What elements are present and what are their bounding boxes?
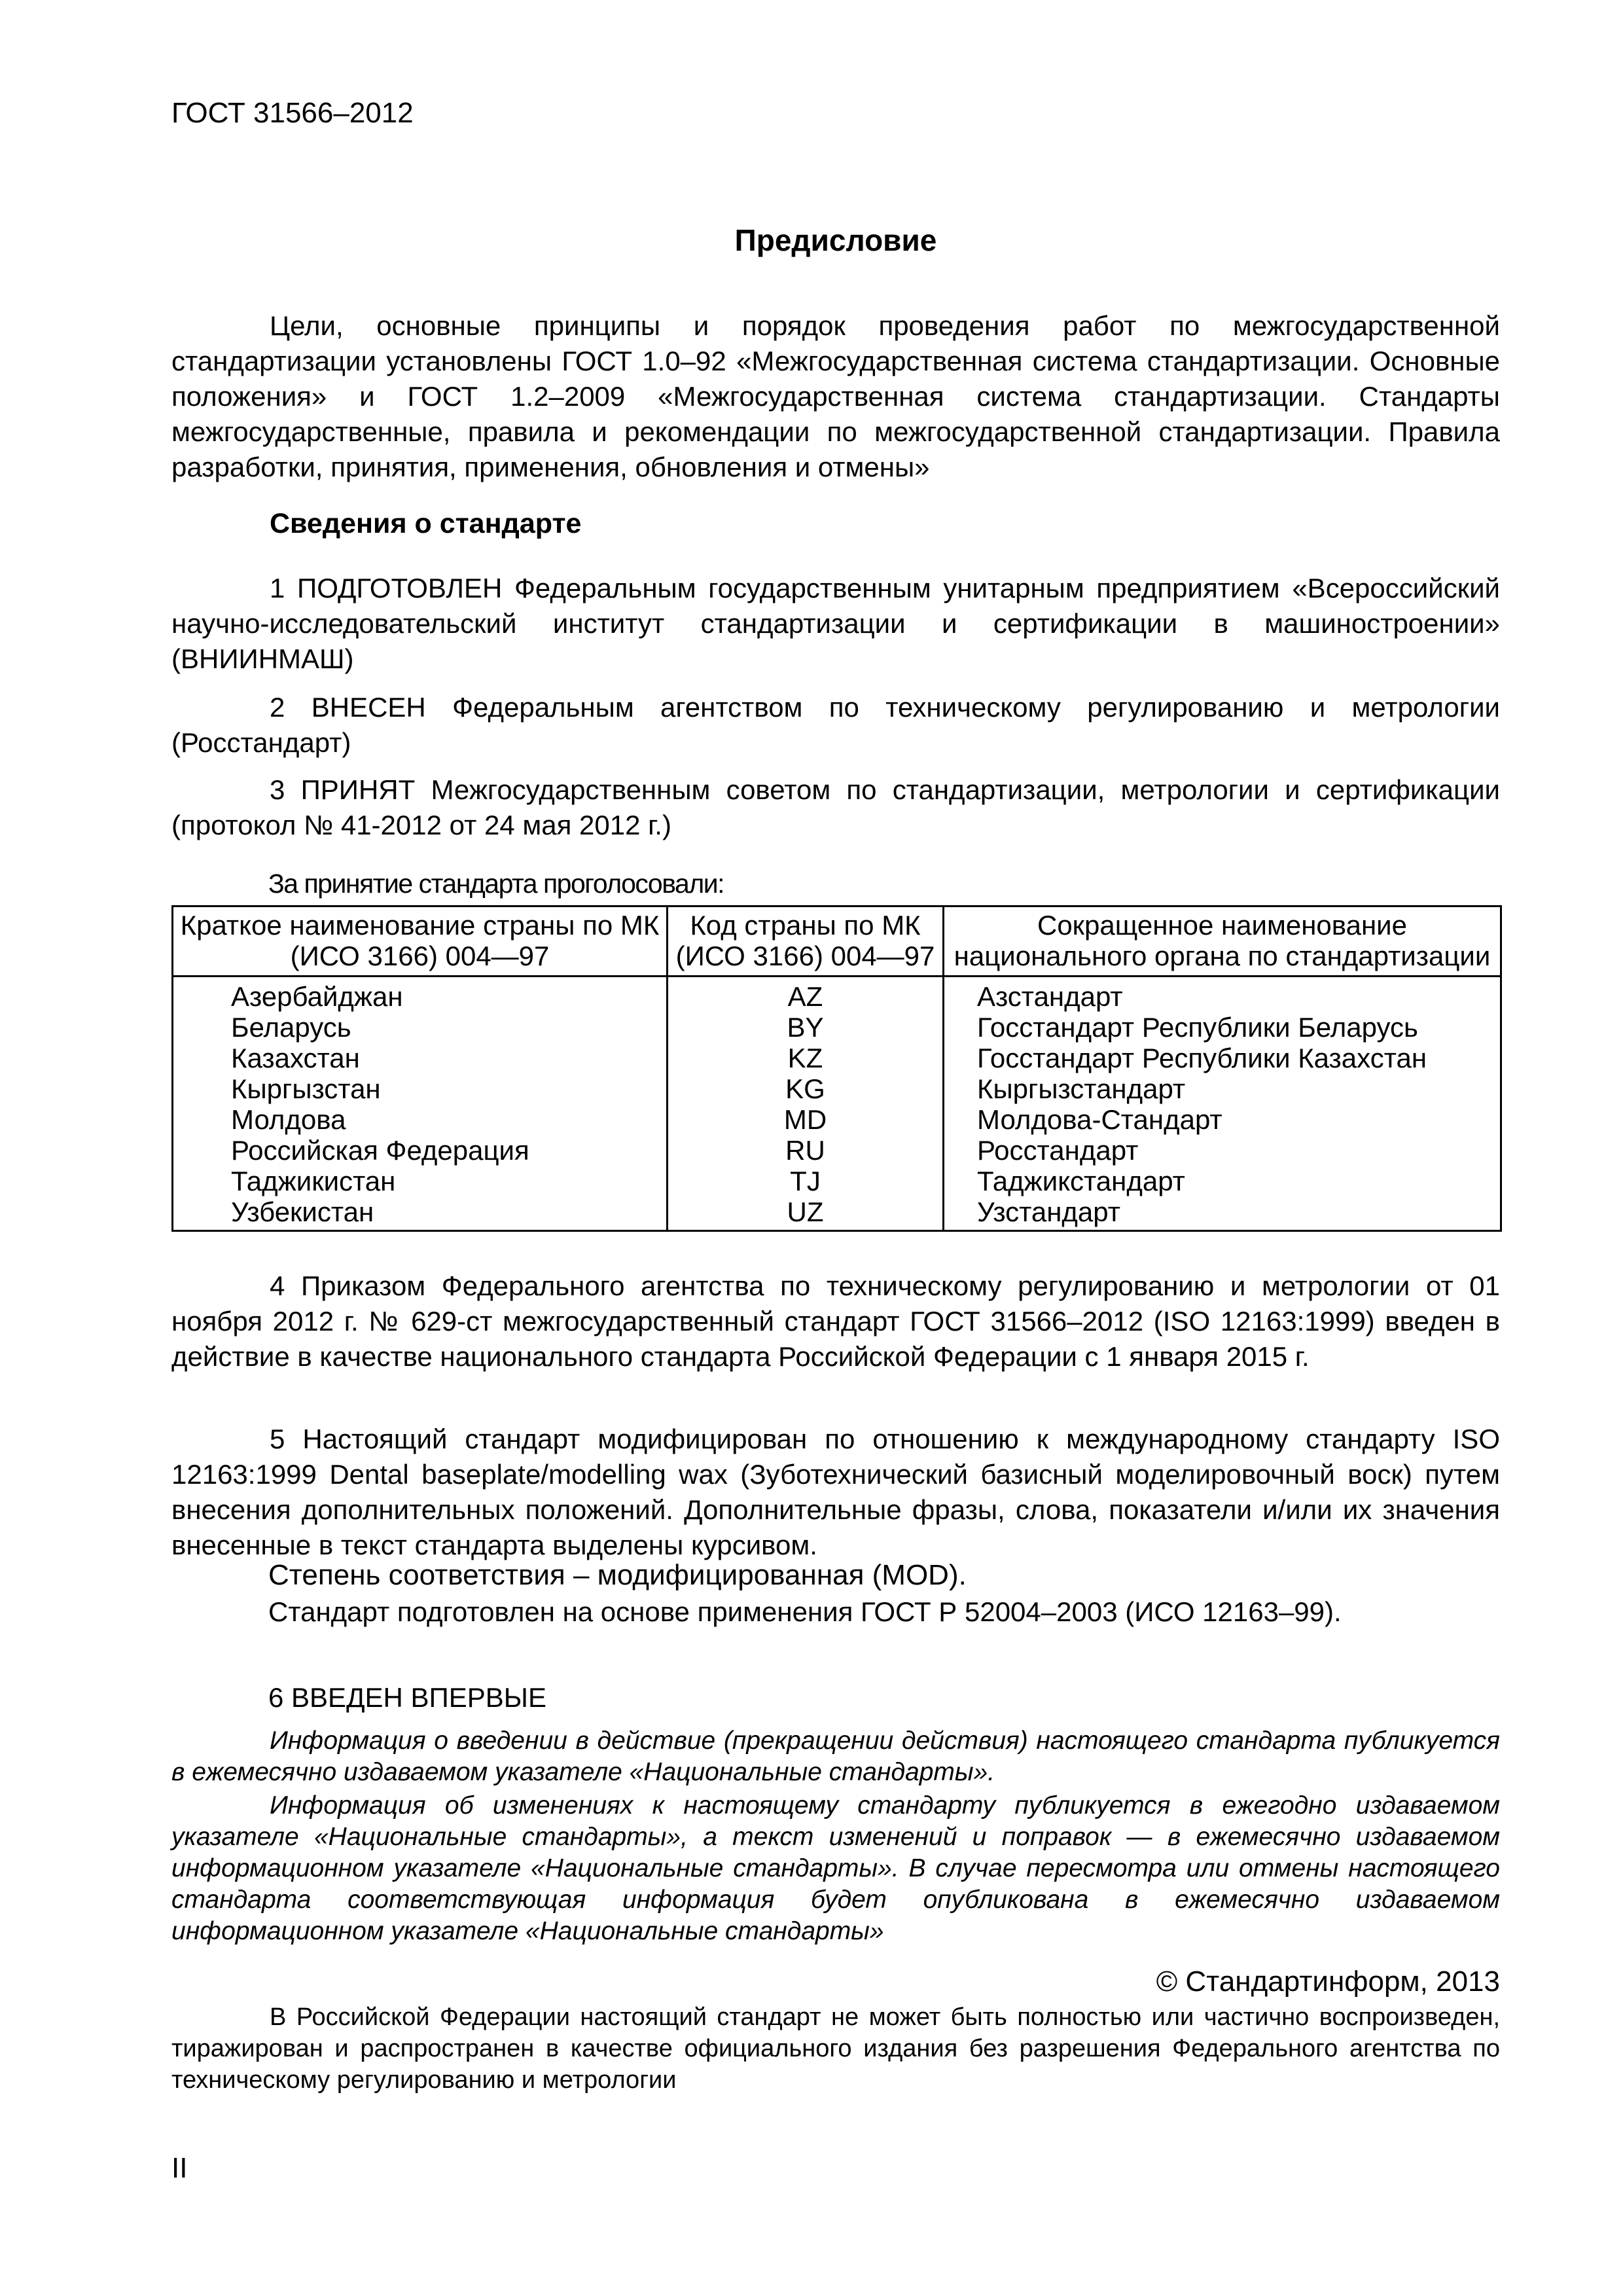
item-5-paragraph: 5 Настоящий стандарт модифицирован по отношению к международному стандарту ISO 12163:1999 Dental baseplate/modelling wax (Зуботехнический базисный моделировочный воск) путем внесения дополнительных положений. Дополнительные фразы, слова, показатели и/или их значения внесенные в текст стандарта выделены курсивом. (171, 1424, 1500, 1560)
page-number: II (171, 2152, 188, 2184)
country-code-cell: KG (668, 1073, 944, 1104)
country-code-cell: AZ (668, 977, 944, 1013)
national-body-cell: Росстандарт (944, 1135, 1501, 1166)
foreword-intro: Цели, основные принципы и порядок проведения работ по межгосударственной стандартизации установлены ГОСТ 1.0–92 «Межгосударственная система стандартизации. Основные положения» и ГОСТ 1.2–2009 «Межгосударственная система стандартизации. Стандарты межгосударственные, правила и рекомендации по межгосударственной стандартизации. Правила разработки, принятия, применения, обновления и отмены» (171, 310, 1500, 482)
national-body-cell: Кыргызстандарт (944, 1073, 1501, 1104)
country-cell: Таджикистан (173, 1166, 668, 1196)
table-row (173, 1012, 1501, 1043)
national-body-cell: Госстандарт Республики Казахстан (944, 1043, 1501, 1073)
info-paragraph-1: Информация о введении в действие (прекращении действия) настоящего стандарта публикуется в ежемесячно издаваемом указателе «Национальные стандарты». (171, 1727, 1500, 1786)
column-header-national-body: Сокращенное наименование национального органа по стандартизации (944, 906, 1501, 977)
copyright-notice: © Стандартинформ, 2013 (1156, 1965, 1500, 1998)
country-code-cell: BY (668, 1012, 944, 1043)
copyright-text: В Российской Федерации настоящий стандарт не может быть полностью или частично воспроизведен, тиражирован и распространен в качестве официального издания без разрешения Федерального агентства по техническому регулированию и метрологии (171, 2003, 1500, 2094)
country-code-cell: UZ (668, 1196, 944, 1231)
country-cell: Российская Федерация (173, 1135, 668, 1166)
table-row (173, 977, 1501, 1013)
table-row (173, 1043, 1501, 1073)
table-row (173, 1104, 1501, 1135)
table-row (173, 1135, 1501, 1166)
column-header-code: Код страны по МК (ИСО 3166) 004—97 (668, 906, 944, 977)
column-header-country: Краткое наименование страны по МК (ИСО 3166) 004—97 (173, 906, 668, 977)
national-body-cell: Азстандарт (944, 977, 1501, 1013)
national-body-cell: Таджикстандарт (944, 1166, 1501, 1196)
country-code-cell: TJ (668, 1166, 944, 1196)
document-code-header: ГОСТ 31566–2012 (171, 97, 414, 129)
votes-table-header-row (173, 906, 1501, 977)
country-cell: Беларусь (173, 1012, 668, 1043)
about-item-2: 2 ВНЕСЕН Федеральным агентством по техническому регулированию и метрологии (Росстандарт) (171, 692, 1500, 758)
table-row (173, 1073, 1501, 1104)
country-cell: Кыргызстан (173, 1073, 668, 1104)
item-4-paragraph: 4 Приказом Федерального агентства по техническому регулированию и метрологии от 01 ноября 2012 г. № 629-ст межгосударственный стандарт ГОСТ 31566–2012 (ISO 12163:1999) введен в действие в качестве национального стандарта Российской Федерации с 1 января 2015 г. (171, 1270, 1500, 1372)
foreword-title: Предисловие (734, 223, 937, 257)
country-cell: Узбекистан (173, 1196, 668, 1231)
item-5-degree: Степень соответствия – модифицированная (MOD). (268, 1559, 967, 1591)
votes-caption: За принятие стандарта проголосовали: (268, 869, 724, 899)
country-cell: Казахстан (173, 1043, 668, 1073)
country-cell: Молдова (173, 1104, 668, 1135)
about-item-3: 3 ПРИНЯТ Межгосударственным советом по стандартизации, метрологии и сертификации (протокол № 41-2012 от 24 мая 2012 г.) (171, 774, 1500, 840)
about-standard-heading: Сведения о стандарте (270, 508, 582, 539)
votes-table (171, 905, 1502, 1232)
item-5-basis: Стандарт подготовлен на основе применения ГОСТ Р 52004–2003 (ИСО 12163–99). (268, 1596, 1342, 1627)
country-code-cell: MD (668, 1104, 944, 1135)
national-body-cell: Госстандарт Республики Беларусь (944, 1012, 1501, 1043)
country-cell: Азербайджан (173, 977, 668, 1013)
country-code-cell: RU (668, 1135, 944, 1166)
about-item-1: 1 ПОДГОТОВЛЕН Федеральным государственным унитарным предприятием «Всероссийский научно-исследовательский институт стандартизации и сертификации в машиностроении» (ВНИИНМАШ) (171, 573, 1500, 674)
national-body-cell: Молдова-Стандарт (944, 1104, 1501, 1135)
item-6-paragraph: 6 ВВЕДЕН ВПЕРВЫЕ (268, 1682, 546, 1713)
country-code-cell: KZ (668, 1043, 944, 1073)
info-paragraph-2: Информация об изменениях к настоящему стандарту публикуется в ежегодно издаваемом указателе «Национальные стандарты», а текст изменений и поправок — в ежемесячно издаваемом информационном указателе «Национальные стандарты». В случае пересмотра или отмены настоящего стандарта соответствующая информация будет опубликована в ежемесячно издаваемом информационном указателе «Национальные стандарты» (171, 1791, 1500, 1945)
table-row (173, 1196, 1501, 1231)
national-body-cell: Узстандарт (944, 1196, 1501, 1231)
table-row (173, 1166, 1501, 1196)
